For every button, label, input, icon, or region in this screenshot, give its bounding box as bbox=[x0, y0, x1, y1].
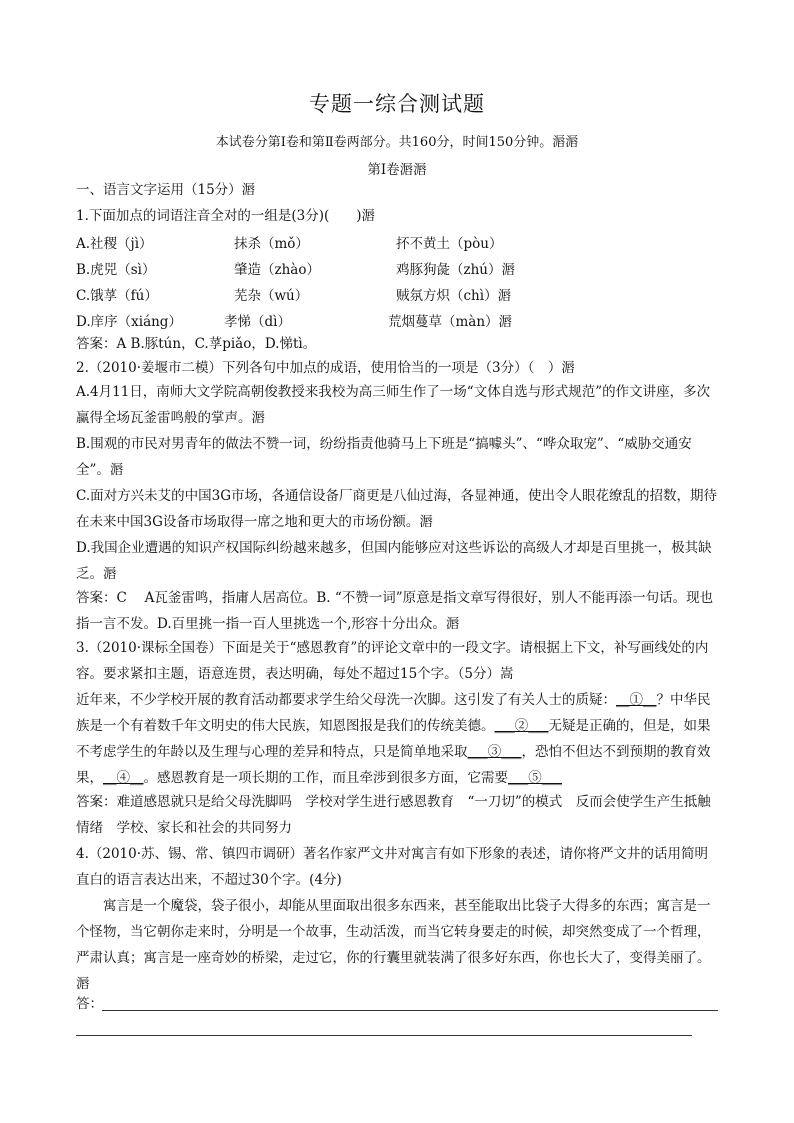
q2-answer: 答案：C A瓦釜雷鸣，指庸人居高位。B. “不赞一词”原意是指文章写得很好，别人不能再添一句话。现也指一言不发。D.百里挑一指一百人里挑选一个,形容十分出众。滣 bbox=[76, 590, 714, 632]
answer-line[interactable] bbox=[102, 1010, 718, 1011]
q3-passage-text: ？中华民族是一个有着数千年文明史的伟大民族，知恩图报是我们的传统美德。 bbox=[76, 692, 711, 734]
q1-option-d1: D.庠序（xiáng） bbox=[76, 314, 182, 330]
q3-blank-4: __④__ bbox=[103, 770, 144, 786]
q3-blank-5: ___⑤___ bbox=[508, 770, 562, 786]
q4-stem: 4.（2010·苏、锡、常、镇四市调研）著名作家严文井对寓言有如下形象的表述，请你将严文井的话用简明直白的语言表达出来，不超过30个字。(4分) bbox=[76, 846, 709, 888]
q2-option-b: B.围观的市民对男青年的做法不赞一词，纷纷指责他骑马上下班是“搞噱头”、“哗众取宠”、“威胁交通安全”。滣 bbox=[76, 436, 692, 478]
q1-option-a1: A.社稷（jì） bbox=[76, 236, 153, 252]
q3-passage-text: 无疑是正确的，但是，如果不考虑学生的年龄以及生理与心理的差异和特点，只是简单地采取 bbox=[76, 718, 711, 760]
q1-option-c2: 芜杂（wú） bbox=[234, 288, 309, 304]
q2-option-a: A.4月11日，南师大文学院高朝俊教授来我校为高三师生作了一场“文体自选与形式规范”的作文讲座，多次赢得全场瓦釜雷鸣般的掌声。滣 bbox=[76, 384, 711, 426]
exam-instructions: 本试卷分第Ⅰ卷和第Ⅱ卷两部分。共160分，时间150分钟。滣滣 bbox=[215, 135, 579, 150]
q3-blank-1: __①__ bbox=[616, 692, 657, 708]
q3-passage-text: 。感恩教育是一项长期的工作，而且牵涉到很多方面，它需要 bbox=[143, 770, 508, 786]
q3-stem: 3.（2010·课标全国卷）下面是关于“感恩教育”的评论文章中的一段文字。请根据上下文，补写画线处的内容。要求紧扣主题，语意连贯，表达明确，每处不超过15个字。（5分）嵩 bbox=[76, 640, 709, 682]
q1-option-c1: C.饿莩（fú） bbox=[76, 288, 158, 304]
q1-option-b1: B.虎兕（sì） bbox=[76, 262, 156, 278]
answer-line[interactable] bbox=[76, 1035, 692, 1036]
q3-passage bbox=[76, 687, 718, 791]
q4-answer-label: 答： bbox=[76, 996, 103, 1012]
q3-blank-3: ___③___ bbox=[467, 744, 522, 760]
q1-option-c3: 贼氛方炽（chì）滣 bbox=[396, 288, 512, 304]
q1-option-b2: 肇造（zhào） bbox=[234, 262, 320, 278]
q1-option-b3: 鸡豚狗彘（zhú）滣 bbox=[396, 262, 516, 278]
q4-passage: 寓言是一个魔袋，袋子很小，却能从里面取出很多东西来，甚至能取出比袋子大得多的东西；寓言是一个怪物，当它朝你走来时，分明是一个故事，生动活泼，而当它转身要走的时候，却突然变成了一个哲理，严肃认真；寓言是一座奇妙的桥梁，走过它，你的行囊里就装满了很多好东西，你也长大了，变得美丽了。滣 bbox=[76, 898, 711, 992]
q1-option-d3: 荒烟蔓草（màn）滣 bbox=[388, 314, 513, 330]
page-title: 专题一综合测试题 bbox=[309, 92, 485, 116]
q3-answer: 答案：难道感恩就只是给父母洗脚吗 学校对学生进行感恩教育 “一刀切”的模式 反而会使学生产生抵触情绪 学校、家长和社会的共同努力 bbox=[76, 794, 711, 836]
q1-option-a3: 抔不黄土（pòu） bbox=[396, 236, 503, 252]
q2-option-d: D.我国企业遭遇的知识产权国际纠纷越来越多，但国内能够应对这些诉讼的高级人才却是百里挑一，极其缺乏。滣 bbox=[76, 540, 712, 582]
q1-answer: 答案：A B.豚tún，C.莩piǎo，D.悌tì。 bbox=[76, 336, 317, 352]
q2-stem: 2.（2010·姜堰市二模）下列各句中加点的成语，使用恰当的一项是（3分）（ ）滣 bbox=[76, 360, 575, 376]
q1-stem: 1.下面加点的词语注音全对的一组是(3分)( )滣 bbox=[76, 208, 376, 224]
section-heading: 一、语言文字运用（15分）滣 bbox=[76, 182, 256, 198]
part-title: 第Ⅰ卷滣滣 bbox=[367, 162, 427, 178]
q3-blank-2: ___②___ bbox=[494, 718, 549, 734]
q3-passage-text: ，恐怕不但达不到预期的教育效果， bbox=[76, 744, 711, 786]
q2-option-c: C.面对方兴未艾的中国3G市场，各通信设备厂商更是八仙过海，各显神通，使出令人眼花缭乱的招数，期待在未来中国3G设备市场取得一席之地和更大的市场份额。滣 bbox=[76, 488, 718, 530]
q1-option-a2: 抹杀（mǒ） bbox=[234, 236, 309, 252]
q3-passage-text: 近年来，不少学校开展的教育活动都要求学生给父母洗一次脚。这引发了有关人士的质疑： bbox=[76, 692, 616, 708]
q1-option-d2: 孝悌（dì） bbox=[224, 314, 291, 330]
